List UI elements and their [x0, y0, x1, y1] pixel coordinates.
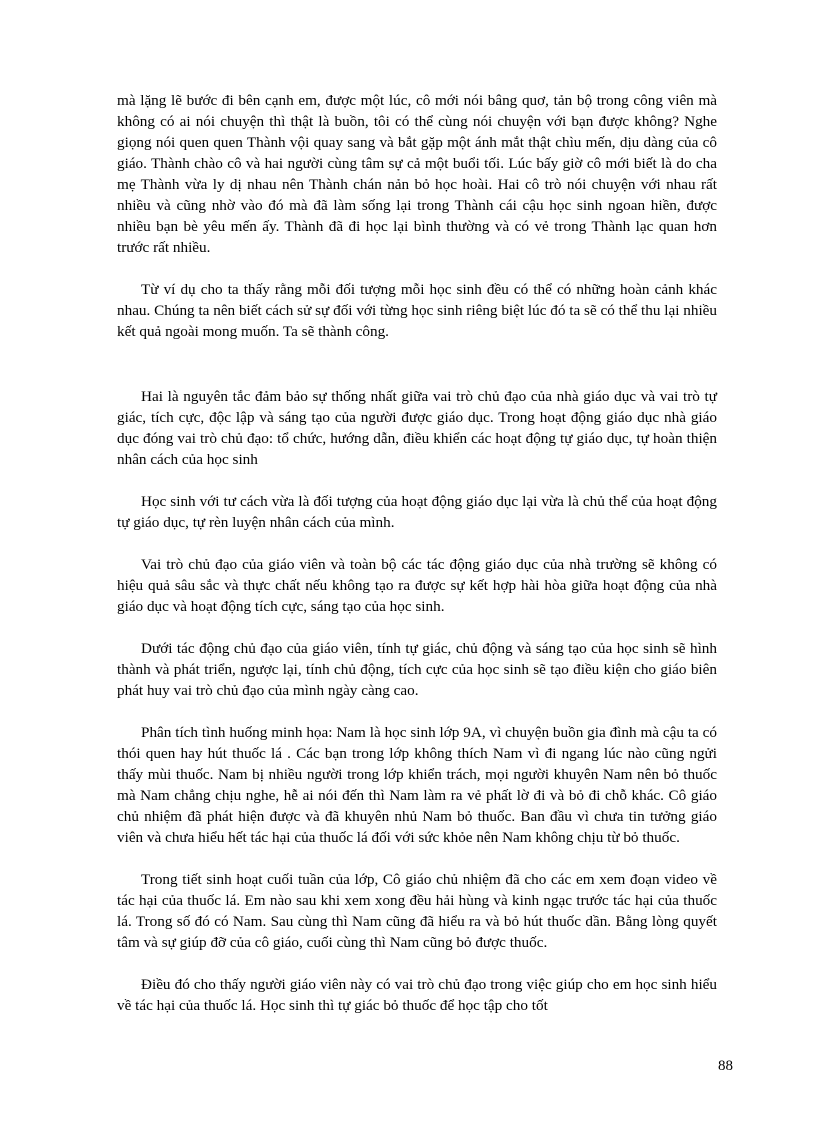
paragraph-example-conclusion: Từ ví dụ cho ta thấy rằng mỗi đối tượng mỗi học sinh đều có thể có những hoàn cảnh khác nhau. Chúng ta nên biết cách sử sự đối với từng học sinh riêng biệt lúc đó ta sẽ có thể thu lại nhiều kết quả ngoài mong muốn. Ta sẽ thành công. — [117, 281, 717, 340]
paragraph-story-ending: mà lặng lẽ bước đi bên cạnh em, được một lúc, cô mới nói bâng quơ, tản bộ trong công viên mà không có ai nói chuyện thì thật là buồn, tôi có thể cùng nói chuyện với bạn được không? Nghe giọng nói quen quen Thành vội quay sang và bắt gặp một ánh mắt thật chìu mến, dịu dàng của cô giáo. Thành chào cô và hai người cùng tâm sự cả một buổi tối. Lúc bấy giờ cô mới biết là do cha mẹ Thành vừa ly dị nhau nên Thành chán nản bỏ học hoài. Hai cô trò nói chuyện với nhau rất nhiều và cũng nhờ vào đó mà đã làm sống lại trong Thành cái cậu học sinh ngoan hiền, được nhiều bạn bè yêu mến ấy. Thành đã đi học lại bình thường và có vẻ trong Thành lạc quan hơn trước rất nhiều. — [117, 92, 717, 256]
paragraph-gap — [117, 701, 717, 722]
paragraph-case-study: Phân tích tình huống minh họa: Nam là học sinh lớp 9A, vì chuyện buồn gia đình mà cậu ta có thói quen hay hút thuốc lá . Các bạn trong lớp không thích Nam vì đi ngang lúc nào cũng ngửi thấy mùi thuốc. Nam bị nhiều người trong lớp khiển trách, mọi người khuyên Nam nên bỏ thuốc mà Nam chẳng chịu nghe, hễ ai nói đến thì Nam làm ra vẻ phất lờ đi và bỏ đi chỗ khác. Cô giáo chủ nhiệm đã phát hiện được và đã khuyên nhủ Nam bỏ thuốc. Ban đầu vì chưa tin tưởng giáo viên và chưa hiểu hết tác hại của thuốc lá đối với sức khỏe nên Nam không chịu từ bỏ thuốc. — [117, 724, 717, 846]
paragraph-gap — [117, 258, 717, 279]
section-gap — [117, 342, 717, 386]
document-body — [117, 90, 717, 1016]
paragraph-class-activity: Trong tiết sinh hoạt cuối tuần của lớp, Cô giáo chủ nhiệm đã cho các em xem đoạn video về tác hại của thuốc lá. Em nào sau khi xem xong đều hải hùng và kinh ngạc trước tác hại của thuốc lá. Trong số đó có Nam. Sau cùng thì Nam cũng đã hiểu ra và bỏ hút thuốc dần. Bằng lòng quyết tâm và sự giúp đỡ của cô giáo, cuối cùng thì Nam cũng bỏ được thuốc. — [117, 871, 717, 951]
paragraph-student-role: Học sinh với tư cách vừa là đối tượng của hoạt động giáo dục lại vừa là chủ thể của hoạt động tự giáo dục, tự rèn luyện nhân cách của mình. — [117, 493, 717, 531]
paragraph-teacher-role: Vai trò chủ đạo của giáo viên và toàn bộ các tác động giáo dục của nhà trường sẽ không có hiệu quả sâu sắc và thực chất nếu không tạo ra được sự kết hợp hài hòa giữa hoạt động của nhà giáo dục và hoạt động tích cực, sáng tạo của học sinh. — [117, 556, 717, 615]
paragraph-gap — [117, 533, 717, 554]
paragraph-gap — [117, 848, 717, 869]
paragraph-gap — [117, 470, 717, 491]
paragraph-gap — [117, 617, 717, 638]
paragraph-mutual-development: Dưới tác động chủ đạo của giáo viên, tính tự giác, chủ động và sáng tạo của học sinh sẽ hình thành và phát triển, ngược lại, tính chủ động, tích cực của học sinh sẽ tạo điều kiện cho giáo biên phát huy vai trò chủ đạo của mình ngày càng cao. — [117, 640, 717, 699]
paragraph-gap — [117, 953, 717, 974]
page-number: 88 — [718, 1058, 733, 1074]
paragraph-principle-two: Hai là nguyên tắc đảm bảo sự thống nhất giữa vai trò chủ đạo của nhà giáo dục và vai trò tự giác, tích cực, độc lập và sáng tạo của người được giáo dục. Trong hoạt động giáo dục nhà giáo dục đóng vai trò chủ đạo: tổ chức, hướng dẫn, điều khiển các hoạt động tự giáo dục, tự hoàn thiện nhân cách của học sinh — [117, 388, 717, 468]
paragraph-case-conclusion: Điều đó cho thấy người giáo viên này có vai trò chủ đạo trong việc giúp cho em học sinh hiểu về tác hại của thuốc lá. Học sinh thì tự giác bỏ thuốc để học tập cho tốt — [117, 976, 717, 1014]
